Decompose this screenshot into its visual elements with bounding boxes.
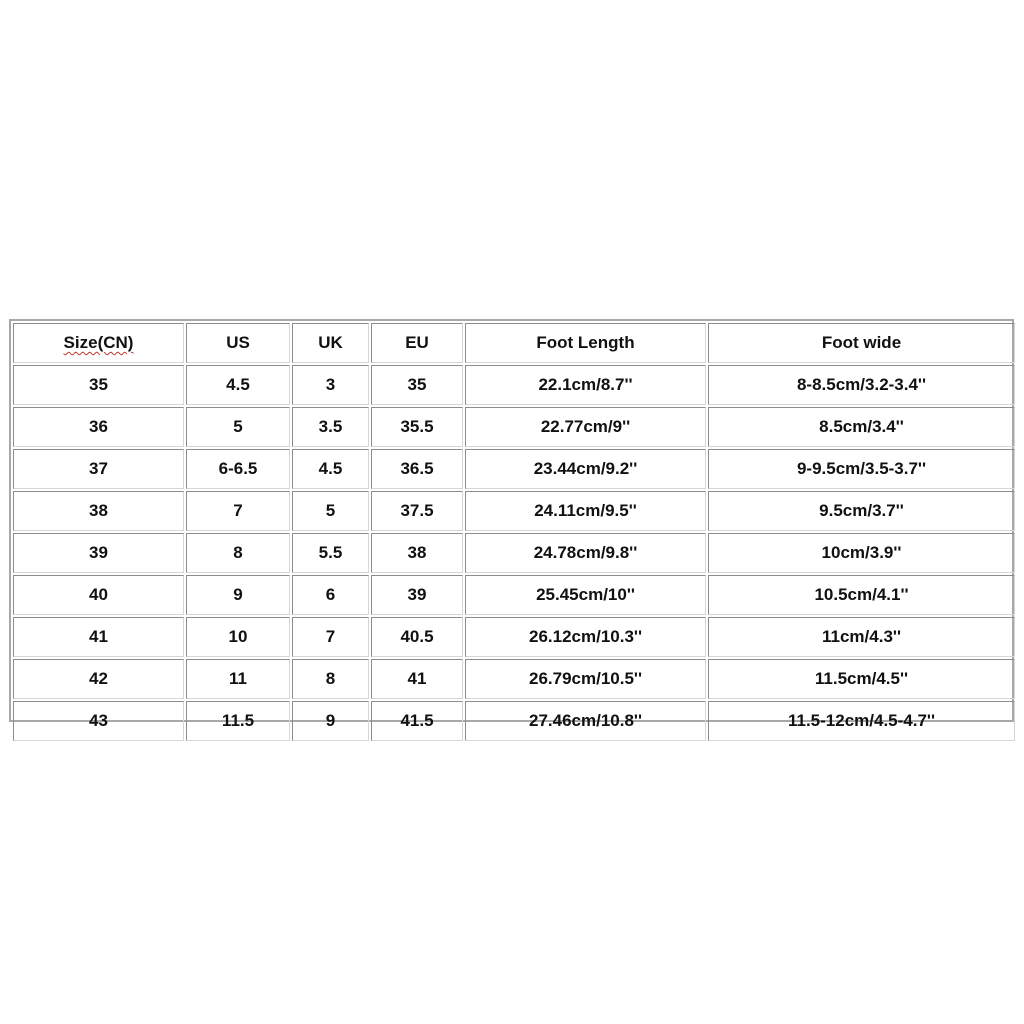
- cell-foot-wide: 10.5cm/4.1'': [708, 575, 1015, 615]
- cell-foot-length: 26.79cm/10.5'': [465, 659, 706, 699]
- cell-us: 10: [186, 617, 290, 657]
- header-uk: UK: [292, 323, 369, 363]
- header-foot-length: Foot Length: [465, 323, 706, 363]
- size-chart-table-frame: [9, 319, 1014, 730]
- cell-size-cn: 42: [13, 659, 184, 699]
- cell-eu: 41: [371, 659, 463, 699]
- cell-uk: 5.5: [292, 533, 369, 573]
- size-chart-table: [11, 321, 1017, 743]
- cell-uk: 3.5: [292, 407, 369, 447]
- cell-foot-wide: 9.5cm/3.7'': [708, 491, 1015, 531]
- cell-foot-length: 22.1cm/8.7'': [465, 365, 706, 405]
- cell-foot-wide: 8-8.5cm/3.2-3.4'': [708, 365, 1015, 405]
- cell-eu: 36.5: [371, 449, 463, 489]
- table-row: [13, 365, 1015, 405]
- cell-uk: 7: [292, 617, 369, 657]
- table-row: [13, 449, 1015, 489]
- table-row: [13, 407, 1015, 447]
- cell-foot-length: 24.78cm/9.8'': [465, 533, 706, 573]
- table-row: [13, 701, 1015, 741]
- cell-foot-length: 25.45cm/10'': [465, 575, 706, 615]
- cell-eu: 35.5: [371, 407, 463, 447]
- cell-eu: 39: [371, 575, 463, 615]
- table-row: [13, 617, 1015, 657]
- cell-eu: 40.5: [371, 617, 463, 657]
- cell-uk: 4.5: [292, 449, 369, 489]
- cell-size-cn: 43: [13, 701, 184, 741]
- cell-uk: 6: [292, 575, 369, 615]
- cell-foot-wide: 10cm/3.9'': [708, 533, 1015, 573]
- header-size-cn: [13, 323, 184, 363]
- cell-uk: 9: [292, 701, 369, 741]
- cell-size-cn: 39: [13, 533, 184, 573]
- size-table-body: [13, 365, 1015, 741]
- cell-foot-wide: 9-9.5cm/3.5-3.7'': [708, 449, 1015, 489]
- cell-us: 5: [186, 407, 290, 447]
- cell-size-cn: 37: [13, 449, 184, 489]
- cell-size-cn: 36: [13, 407, 184, 447]
- table-row: [13, 659, 1015, 699]
- cell-uk: 5: [292, 491, 369, 531]
- cell-uk: 8: [292, 659, 369, 699]
- cell-size-cn: 40: [13, 575, 184, 615]
- header-foot-wide: Foot wide: [708, 323, 1015, 363]
- cell-size-cn: 35: [13, 365, 184, 405]
- table-row: [13, 533, 1015, 573]
- cell-us: 11.5: [186, 701, 290, 741]
- header-size-cn-label: Size(CN): [63, 333, 134, 352]
- header-us: US: [186, 323, 290, 363]
- cell-foot-length: 22.77cm/9'': [465, 407, 706, 447]
- cell-uk: 3: [292, 365, 369, 405]
- table-header-row: [13, 323, 1015, 363]
- cell-size-cn: 38: [13, 491, 184, 531]
- cell-us: 11: [186, 659, 290, 699]
- cell-foot-length: 24.11cm/9.5'': [465, 491, 706, 531]
- cell-foot-length: 27.46cm/10.8'': [465, 701, 706, 741]
- cell-eu: 38: [371, 533, 463, 573]
- cell-foot-wide: 11.5cm/4.5'': [708, 659, 1015, 699]
- table-row: [13, 575, 1015, 615]
- cell-foot-wide: 8.5cm/3.4'': [708, 407, 1015, 447]
- table-row: [13, 491, 1015, 531]
- cell-us: 8: [186, 533, 290, 573]
- cell-eu: 35: [371, 365, 463, 405]
- cell-us: 4.5: [186, 365, 290, 405]
- header-eu: EU: [371, 323, 463, 363]
- cell-us: 6-6.5: [186, 449, 290, 489]
- cell-foot-wide: 11cm/4.3'': [708, 617, 1015, 657]
- cell-size-cn: 41: [13, 617, 184, 657]
- cell-foot-wide: 11.5-12cm/4.5-4.7'': [708, 701, 1015, 741]
- cell-eu: 37.5: [371, 491, 463, 531]
- cell-foot-length: 23.44cm/9.2'': [465, 449, 706, 489]
- cell-foot-length: 26.12cm/10.3'': [465, 617, 706, 657]
- cell-us: 7: [186, 491, 290, 531]
- cell-us: 9: [186, 575, 290, 615]
- cell-eu: 41.5: [371, 701, 463, 741]
